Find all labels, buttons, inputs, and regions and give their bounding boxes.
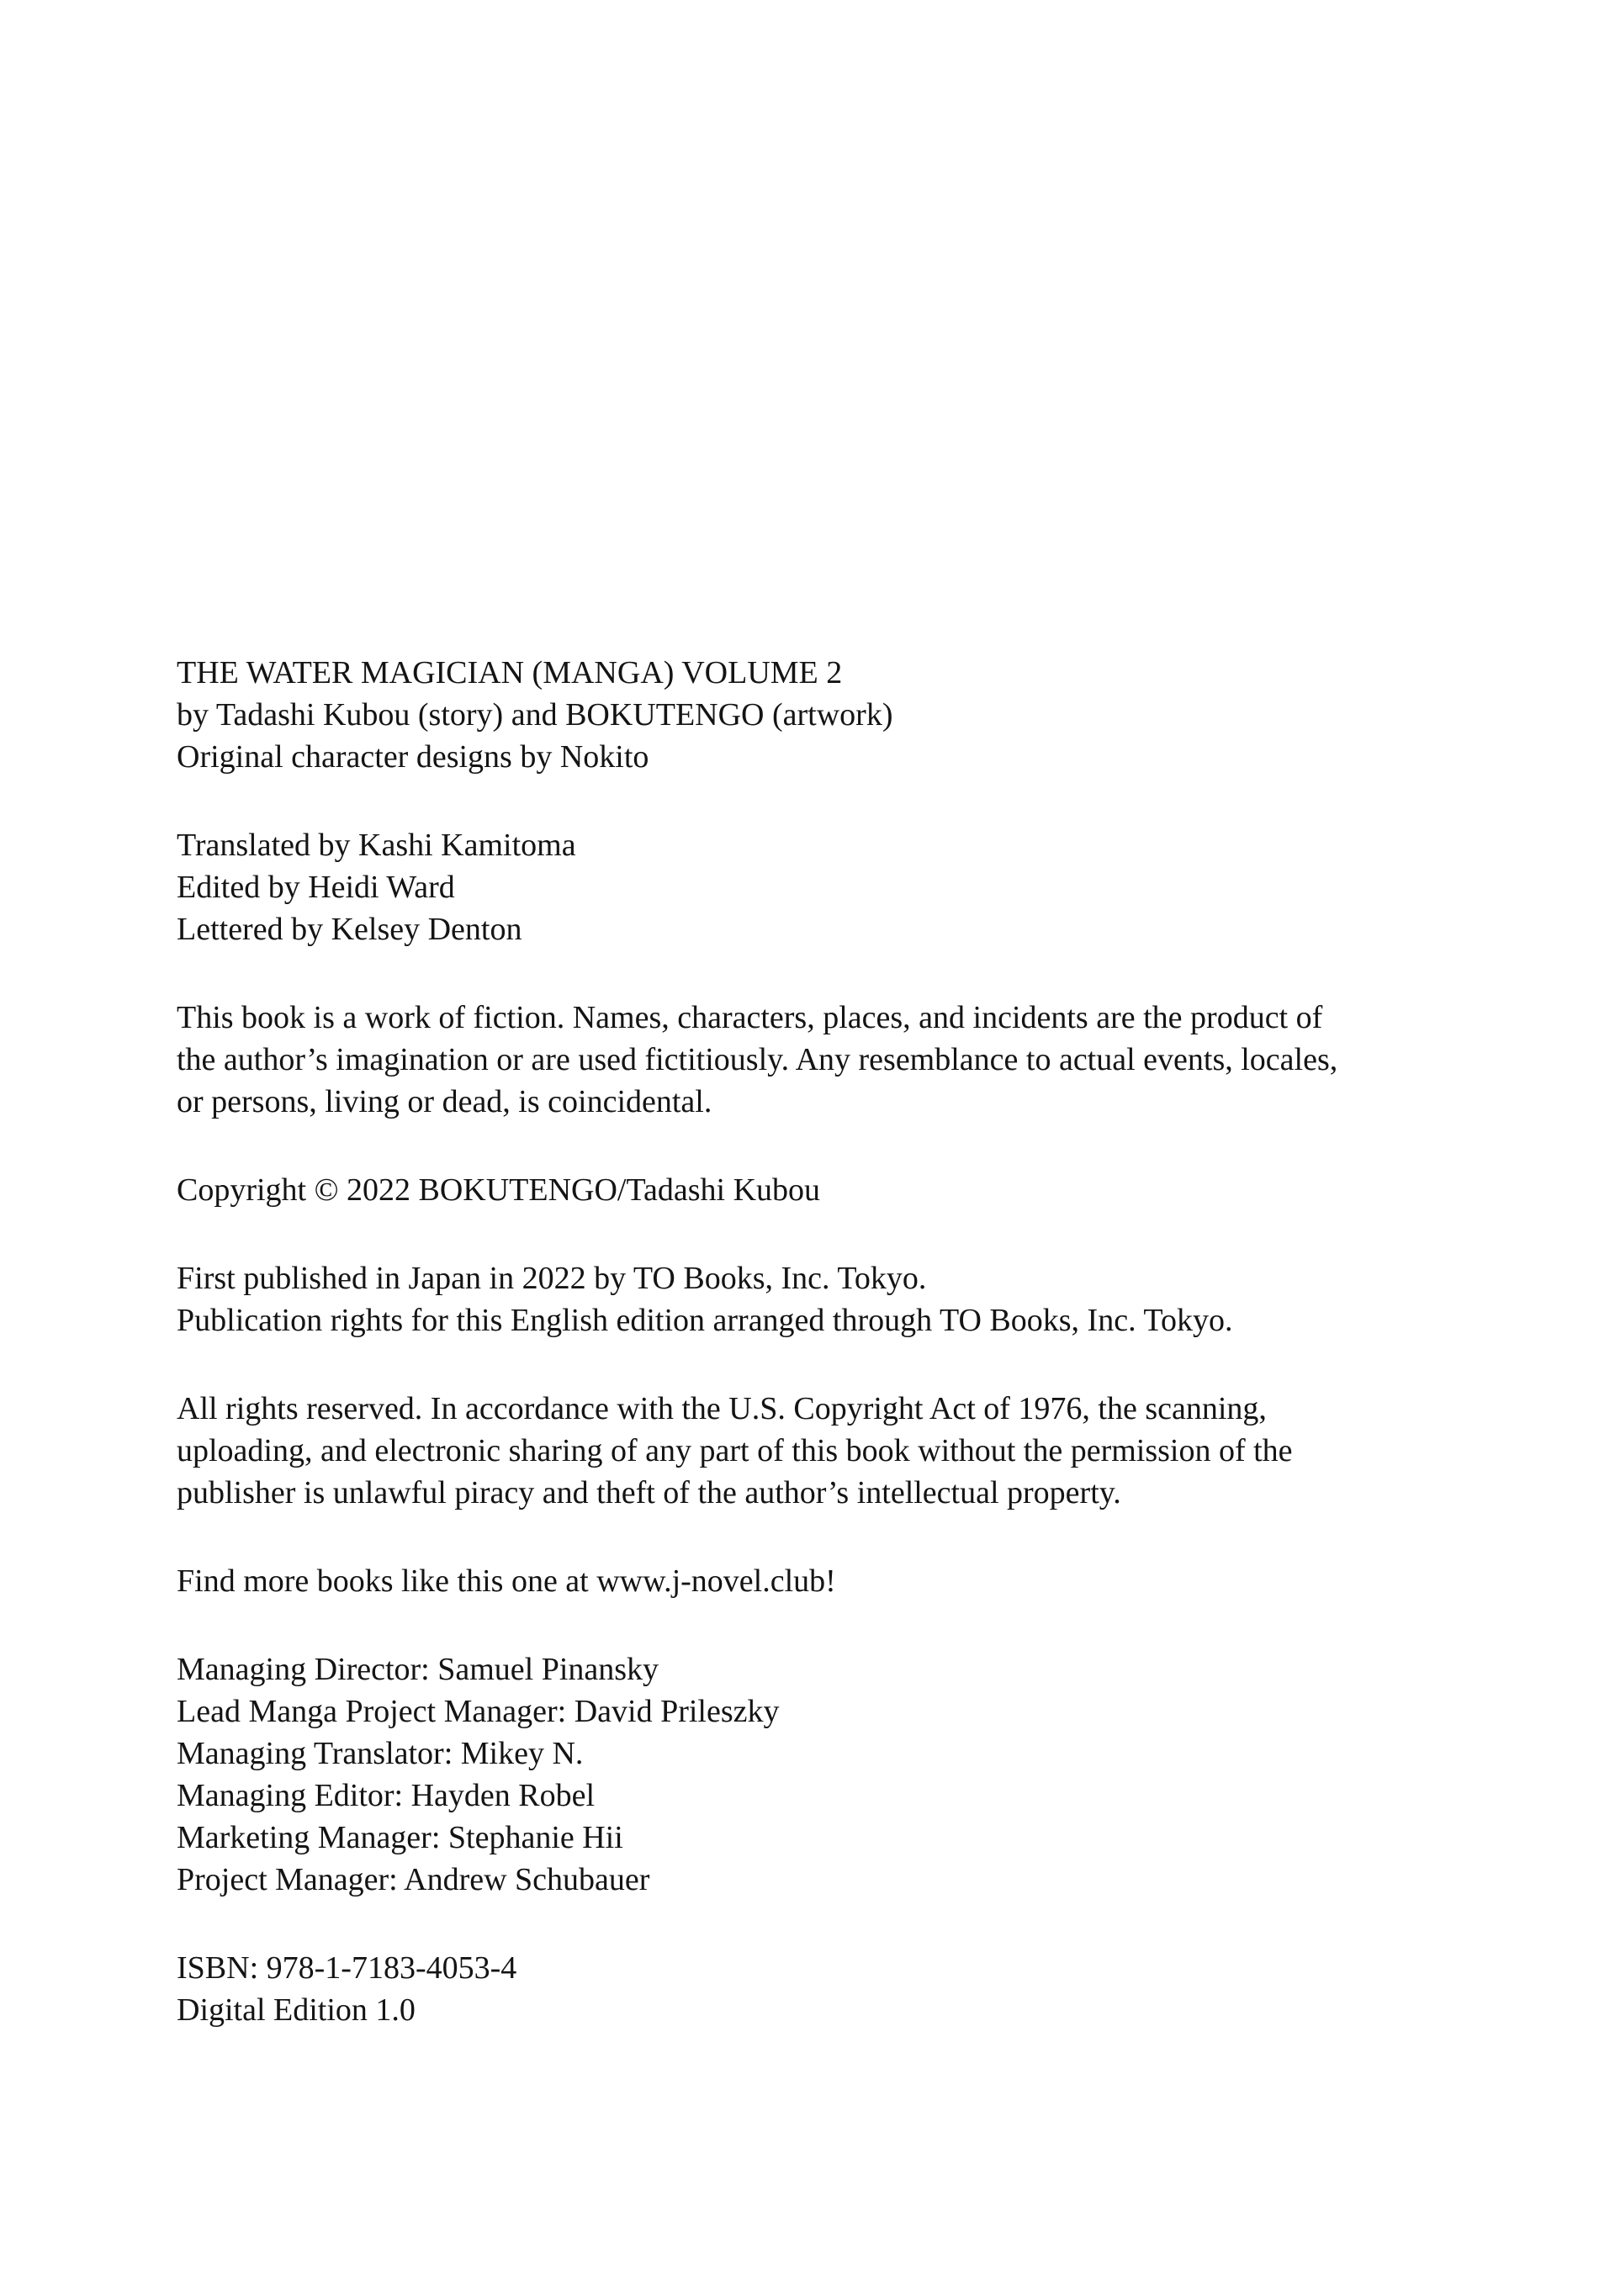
project-manager-credit: Project Manager: Andrew Schubauer [177, 1862, 650, 1897]
find-more-books-line: Find more books like this one at www.j-novel.club! [177, 1563, 836, 1599]
character-design-credit: Original character designs by Nokito [177, 739, 649, 775]
editor-credit: Edited by Heidi Ward [177, 870, 455, 905]
managing-director-credit: Managing Director: Samuel Pinansky [177, 1652, 659, 1687]
marketing-manager-credit: Marketing Manager: Stephanie Hii [177, 1820, 623, 1855]
edition-block [177, 1947, 1573, 2031]
colophon-text-block [177, 652, 1573, 2031]
managing-editor-credit: Managing Editor: Hayden Robel [177, 1778, 596, 1813]
fiction-disclaimer-block [177, 997, 1573, 1123]
fiction-disclaimer-line-2: the author’s imagination or are used fictitiously. Any resemblance to actual events, locales, [177, 1042, 1338, 1077]
rights-reserved-line-3: publisher is unlawful piracy and theft of the author’s intellectual property. [177, 1475, 1121, 1510]
copyright-block [177, 1169, 1573, 1211]
fiction-disclaimer-line-3: or persons, living or dead, is coincidental. [177, 1084, 712, 1119]
localization-credits-block [177, 824, 1573, 950]
letterer-credit: Lettered by Kelsey Denton [177, 912, 522, 947]
digital-edition-line: Digital Edition 1.0 [177, 1992, 416, 2028]
author-credit: by Tadashi Kubou (story) and BOKUTENGO (artwork) [177, 697, 893, 733]
translator-credit: Translated by Kashi Kamitoma [177, 828, 576, 863]
publication-rights-line: Publication rights for this English edition arranged through TO Books, Inc. Tokyo. [177, 1303, 1233, 1338]
lead-manga-project-manager-credit: Lead Manga Project Manager: David Prileszky [177, 1694, 780, 1729]
copyright-notice: Copyright © 2022 BOKUTENGO/Tadashi Kubou [177, 1172, 821, 1208]
managing-translator-credit: Managing Translator: Mikey N. [177, 1736, 584, 1771]
book-title: THE WATER MAGICIAN (MANGA) VOLUME 2 [177, 655, 843, 690]
staff-credits-block [177, 1648, 1573, 1901]
rights-reserved-block [177, 1388, 1573, 1514]
find-more-books-block [177, 1560, 1573, 1602]
isbn-line: ISBN: 978-1-7183-4053-4 [177, 1950, 517, 1986]
title-block [177, 652, 1573, 778]
rights-reserved-line-2: uploading, and electronic sharing of any part of this book without the permission of the [177, 1433, 1293, 1468]
fiction-disclaimer-line-1: This book is a work of fiction. Names, characters, places, and incidents are the product of [177, 1000, 1323, 1035]
rights-reserved-line-1: All rights reserved. In accordance with the U.S. Copyright Act of 1976, the scanning, [177, 1391, 1267, 1426]
first-published-line: First published in Japan in 2022 by TO Books, Inc. Tokyo. [177, 1261, 927, 1296]
publication-block [177, 1257, 1573, 1341]
